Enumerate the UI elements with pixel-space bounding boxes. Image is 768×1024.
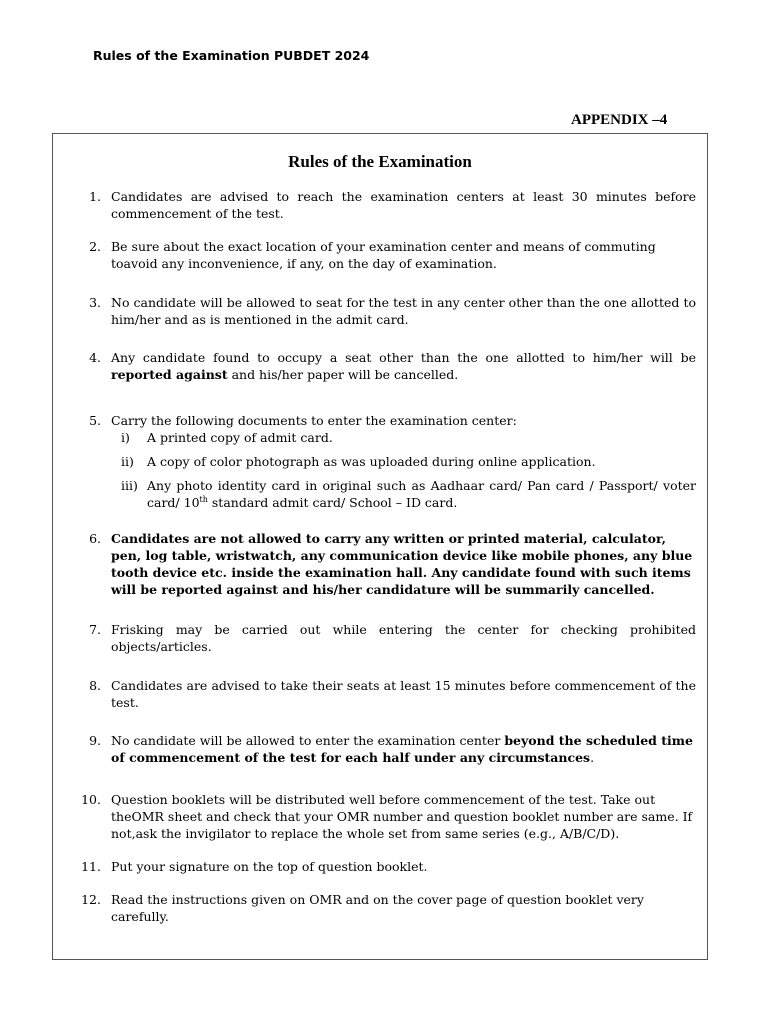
rule-bold-text: Candidates are not allowed to carry any written or printed material, calculator, pen, log table, wristwatch, any communication device like mobile phones, any blue tooth device etc. inside the examination hall. Any candidate found with such items will be reported against and his/her candidature will be summarily cancelled. (111, 531, 693, 597)
rule-3 (89, 294, 696, 328)
subitem-2 (111, 453, 696, 470)
rule-number: 10. (81, 792, 101, 807)
rule-text: Frisking may be carried out while entering the center for checking prohibited objects/articles. (111, 622, 696, 654)
rules-box (52, 133, 708, 960)
subitem-1 (111, 429, 696, 446)
page-title: Rules of the Examination (288, 152, 472, 171)
rule-bold-text: reported against (111, 367, 228, 382)
rule-7 (89, 621, 696, 655)
subitem-number: iii) (121, 478, 138, 493)
rule-5 (89, 412, 696, 511)
rule-number: 11. (81, 859, 101, 874)
rule-text: Any candidate found to occupy a seat other than the one allotted to him/her will be (111, 350, 696, 365)
subitem-text: Any photo identity card in original such as Aadhaar card/ Pan card / Passport/ voter card/ 10 (147, 478, 696, 510)
subitem-text: A copy of color photograph as was uploaded during online application. (147, 454, 596, 469)
subitem-3 (111, 477, 696, 511)
rule-text: and his/her paper will be cancelled. (227, 367, 459, 382)
rule-text: No candidate will be allowed to seat for the test in any center other than the one allotted to him/her and as is mentioned in the admit card. (111, 295, 696, 327)
superscript: th (199, 494, 208, 504)
rule-number: 4. (89, 350, 101, 365)
rule-number: 9. (89, 733, 101, 748)
rule-number: 8. (89, 678, 101, 693)
rule-11 (81, 858, 696, 875)
rule-number: 6. (89, 531, 101, 546)
subitem-number: ii) (121, 454, 134, 469)
rule-text: Candidates are advised to reach the examination centers at least 30 minutes before commencement of the test. (111, 189, 696, 221)
rule-4 (89, 349, 696, 383)
rule-text: Carry the following documents to enter the examination center: (111, 413, 517, 428)
running-header: Rules of the Examination PUBDET 2024 (93, 48, 370, 63)
rule-text: Put your signature on the top of question booklet. (111, 859, 428, 874)
rule-text: Candidates are advised to take their seats at least 15 minutes before commencement of the test. (111, 678, 696, 710)
rule-text: Question booklets will be distributed well before commencement of the test. Take out theOMR sheet and check that your OMR number and question booklet number are same. If not,ask the invigilator to replace the whole set from same series (e.g., A/B/C/D). (111, 792, 693, 841)
rule-2 (89, 238, 696, 272)
rule-number: 5. (89, 413, 101, 428)
subitem-text: A printed copy of admit card. (147, 430, 333, 445)
rule-text: Read the instructions given on OMR and on the cover page of question booklet very carefully. (111, 892, 644, 924)
subitem-number: i) (121, 430, 130, 445)
appendix-label: APPENDIX –4 (571, 112, 668, 128)
rule-number: 2. (89, 239, 101, 254)
rule-12 (81, 891, 696, 925)
rule-6 (89, 530, 696, 598)
rule-number: 1. (89, 189, 101, 204)
rule-text: . (590, 750, 595, 765)
rule-bold-text: beyond the scheduled time of commencement of the test for each half under any circumstances (111, 733, 693, 765)
rule-text: Be sure about the exact location of your examination center and means of commuting toavoid any inconvenience, if any, on the day of examination. (111, 239, 656, 271)
subitem-text: standard admit card/ School – ID card. (207, 495, 458, 510)
rule-number: 12. (81, 892, 101, 907)
rule-10 (81, 791, 696, 842)
rule-8 (89, 677, 696, 711)
rule-text: No candidate will be allowed to enter the examination center (111, 733, 505, 748)
rule-number: 3. (89, 295, 101, 310)
rule-number: 7. (89, 622, 101, 637)
rule-1 (89, 188, 696, 222)
rule-9 (89, 732, 696, 766)
